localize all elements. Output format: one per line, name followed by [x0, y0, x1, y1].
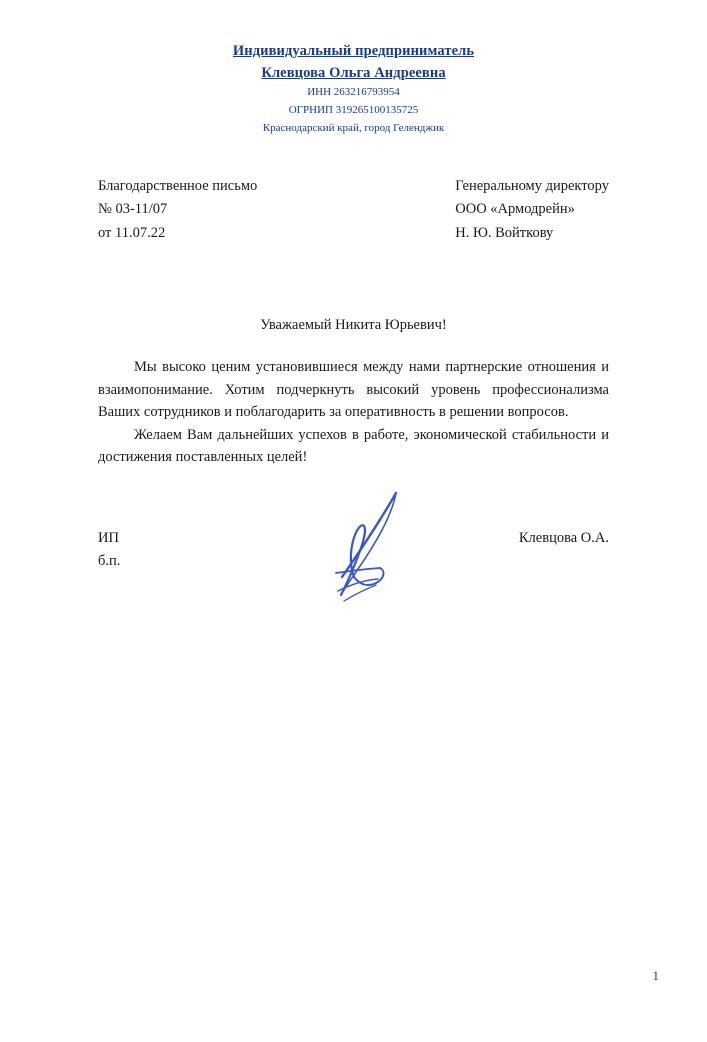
handwritten-signature-icon — [300, 485, 460, 615]
letterhead-title-line1: Индивидуальный предприниматель — [232, 43, 475, 59]
body-text — [0, 356, 707, 468]
addressee-company: ООО «Армодрейн» — [455, 201, 575, 218]
letterhead — [0, 42, 707, 137]
body-paragraph-2: Желаем Вам дальнейших успехов в работе, экономической стабильности и достижения поставленных целей! — [98, 426, 609, 466]
letterhead-address: Краснодарский край, город Геленджик — [262, 122, 445, 134]
signature-left — [98, 527, 120, 573]
letterhead-ogrnip: ОГРНИП 319265100135725 — [288, 104, 419, 117]
page-number: 1 — [652, 968, 659, 983]
addressee-position: Генеральному директору — [455, 177, 609, 194]
signer-name: Клевцова О.А. — [518, 529, 609, 546]
addressee-name: Н. Ю. Войткову — [455, 224, 554, 241]
body-paragraph-1: Мы высоко ценим установившиеся между нами партнерские отношения и взаимопонимание. Хотим подчеркнуть высокий уровень профессионализма Ваших сотрудников и поблагодарить за оперативность в решении вопросов. — [98, 359, 609, 421]
signer-role: ИП — [98, 529, 119, 546]
document-page — [0, 42, 707, 1042]
salutation: Уважаемый Никита Юрьевич! — [260, 317, 447, 334]
document-title: Благодарственное письмо — [98, 177, 258, 194]
document-number: № 03-11/07 — [98, 201, 168, 218]
addressee-block — [455, 175, 609, 245]
signature-block — [0, 527, 707, 627]
letterhead-inn: ИНН 263216793954 — [307, 86, 400, 99]
document-date: от 11.07.22 — [98, 224, 166, 241]
letterhead-title-line2: Клевцова Ольга Андреевна — [261, 64, 446, 81]
header-block — [0, 175, 707, 245]
signer-stamp-note: б.п. — [98, 552, 121, 569]
reference-block — [98, 175, 257, 245]
